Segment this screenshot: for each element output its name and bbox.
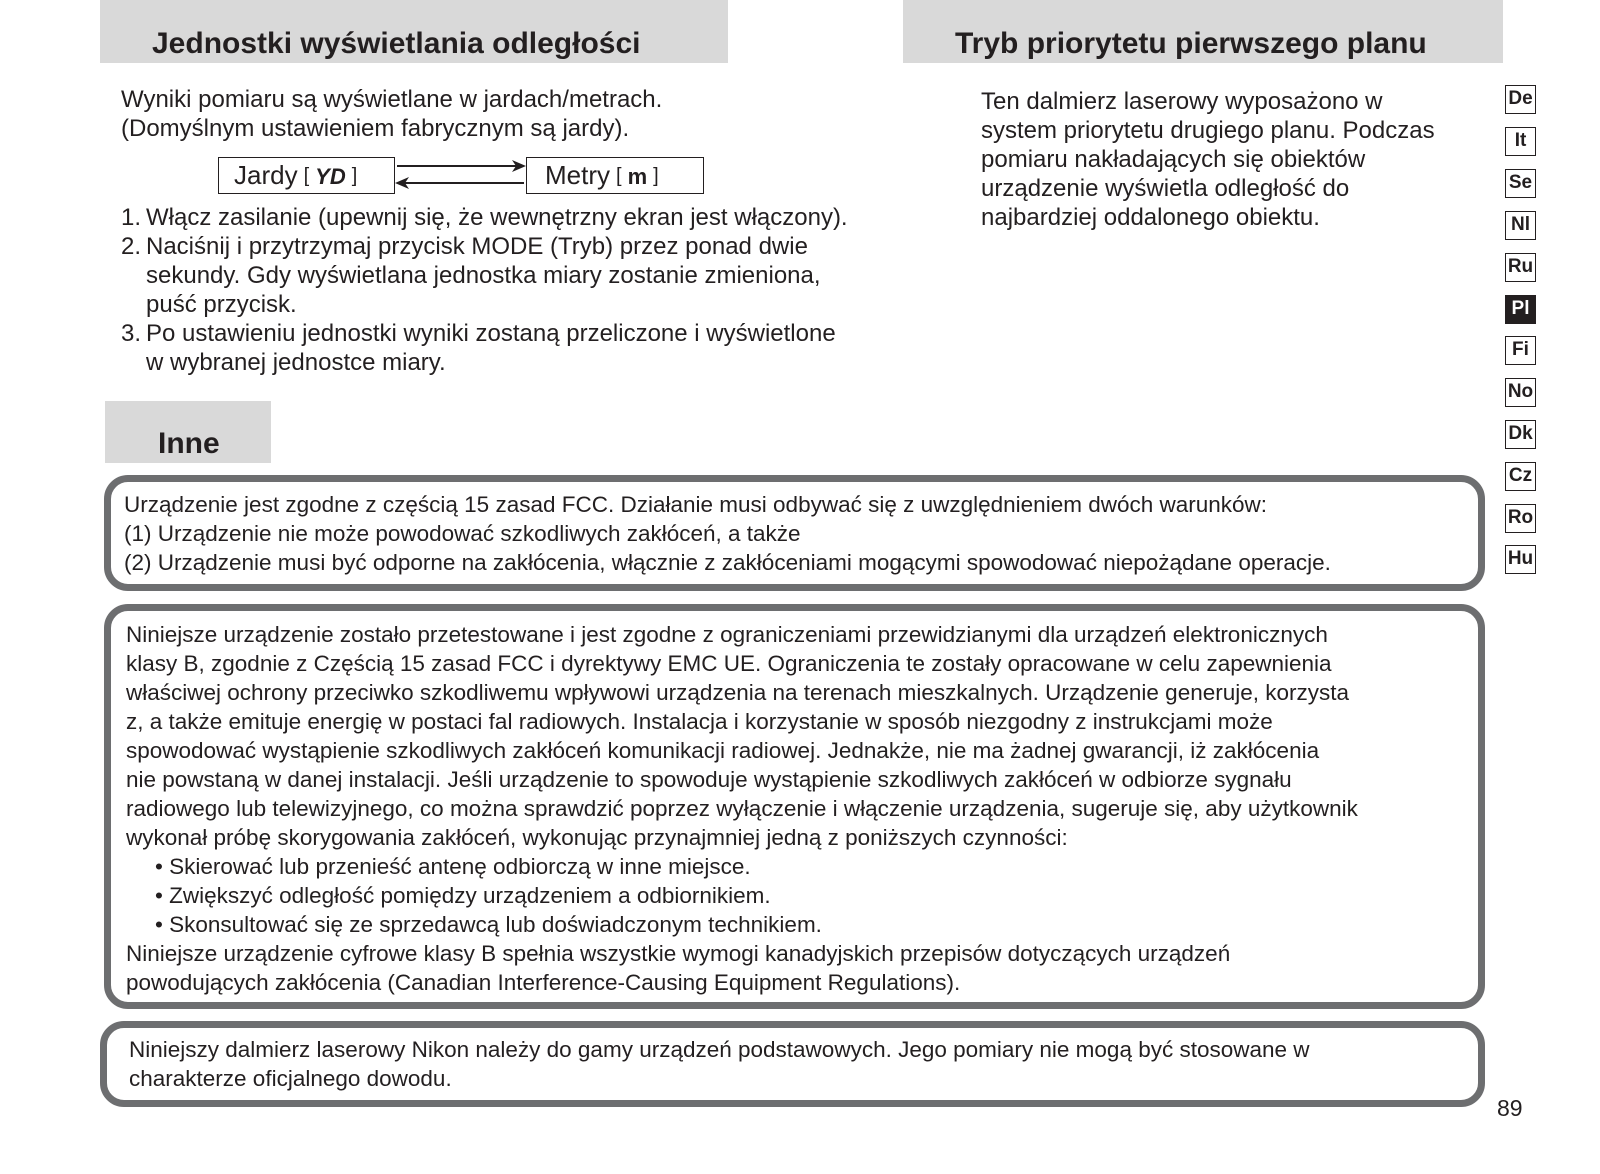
classb-bullet-item: • Skierować lub przenieść antenę odbiorczą w inne miejsce. bbox=[155, 854, 751, 879]
language-tab-pl[interactable]: Pl bbox=[1505, 295, 1536, 324]
step-number: 2. bbox=[121, 233, 142, 260]
foreground-body-line: system priorytetu drugiego planu. Podczas bbox=[981, 117, 1435, 144]
nikon-line: Niniejszy dalmierz laserowy Nikon należy do gamy urządzeń podstawowych. Jego pomiary nie mogą być stosowane w bbox=[129, 1037, 1310, 1062]
classb-notice-text bbox=[126, 620, 1358, 997]
units-steps-list bbox=[121, 203, 848, 377]
unit-meters-label: Metry bbox=[545, 160, 610, 190]
step-item bbox=[121, 203, 848, 232]
bracket-close: ] bbox=[653, 165, 659, 187]
fcc-line: (1) Urządzenie nie może powodować szkodliwych zakłóceń, a także bbox=[124, 521, 801, 546]
classb-bullet-item: • Skonsultować się ze sprzedawcą lub doświadczonym technikiem. bbox=[155, 912, 822, 937]
unit-switch-arrows-icon bbox=[395, 157, 526, 194]
language-tab-it[interactable]: It bbox=[1505, 127, 1536, 156]
other-section-header bbox=[105, 401, 271, 463]
language-tab-no[interactable]: No bbox=[1505, 378, 1536, 407]
classb-line: wykonał próbę skorygowania zakłóceń, wykonując przynajmniej jedną z poniższych czynności: bbox=[126, 825, 1068, 850]
units-section-header bbox=[100, 0, 728, 63]
classb-line: powodujących zakłócenia (Canadian Interference-Causing Equipment Regulations). bbox=[126, 970, 961, 995]
language-tab-ro[interactable]: Ro bbox=[1505, 504, 1536, 533]
unit-yards-code: YD bbox=[315, 164, 346, 189]
unit-meters-code: m bbox=[627, 164, 648, 189]
step-line: sekundy. Gdy wyświetlana jednostka miary zostanie zmieniona, bbox=[146, 262, 821, 289]
unit-yards-label: Jardy bbox=[234, 160, 298, 190]
nikon-notice-text bbox=[129, 1035, 1310, 1093]
other-section-title: Inne bbox=[158, 427, 220, 460]
classb-line: spowodować wystąpienie szkodliwych zakłóceń komunikacji radiowej. Jednakże, nie ma żadnej gwarancji, iż zakłócenia bbox=[126, 738, 1320, 763]
fcc-notice-text bbox=[124, 490, 1331, 577]
units-intro-line: Wyniki pomiaru są wyświetlane w jardach/metrach. bbox=[121, 86, 663, 113]
step-line: Naciśnij i przytrzymaj przycisk MODE (Tryb) przez ponad dwie bbox=[146, 233, 808, 260]
classb-line: klasy B, zgodnie z Częścią 15 zasad FCC i dyrektywy EMC UE. Ograniczenia te zostały opracowane w celu zapewnienia bbox=[126, 651, 1332, 676]
language-tab-ru[interactable]: Ru bbox=[1505, 253, 1536, 282]
classb-line: nie powstaną w danej instalacji. Jeśli urządzenie to spowoduje wystąpienie szkodliwych zakłóceń w odbiorze sygnału bbox=[126, 767, 1292, 792]
fcc-line: Urządzenie jest zgodne z częścią 15 zasad FCC. Działanie musi odbywać się z uwzględnieniem dwóch warunków: bbox=[124, 492, 1268, 517]
step-line: puść przycisk. bbox=[146, 291, 297, 318]
language-tab-fi[interactable]: Fi bbox=[1505, 336, 1536, 365]
classb-line: właściwej ochrony przeciwko szkodliwemu wpływowi urządzenia na terenach mieszkalnych. Urządzenie generuje, korzysta bbox=[126, 680, 1350, 705]
bracket-open: [ bbox=[616, 165, 622, 187]
step-number: 1. bbox=[121, 204, 142, 231]
foreground-body-line: Ten dalmierz laserowy wyposażono w bbox=[981, 88, 1383, 115]
fcc-line: (2) Urządzenie musi być odporne na zakłócenia, włącznie z zakłóceniami mogącymi spowodować niepożądane operacje. bbox=[124, 550, 1331, 575]
language-tab-dk[interactable]: Dk bbox=[1505, 420, 1536, 449]
classb-line: Niniejsze urządzenie cyfrowe klasy B spełnia wszystkie wymogi kanadyjskich przepisów dotyczących urządzeń bbox=[126, 941, 1231, 966]
foreground-body-line: pomiaru nakładających się obiektów bbox=[981, 146, 1366, 173]
foreground-body-line: urządzenie wyświetla odległość do bbox=[981, 175, 1350, 202]
units-section-title: Jednostki wyświetlania odległości bbox=[152, 27, 641, 60]
step-number: 3. bbox=[121, 320, 142, 347]
step-line: Po ustawieniu jednostki wyniki zostaną przeliczone i wyświetlone bbox=[146, 320, 836, 347]
foreground-section-header bbox=[903, 0, 1503, 63]
foreground-section-title: Tryb priorytetu pierwszego planu bbox=[955, 27, 1427, 60]
nikon-line: charakterze oficjalnego dowodu. bbox=[129, 1066, 452, 1091]
step-line: Włącz zasilanie (upewnij się, że wewnętrzny ekran jest włączony). bbox=[146, 204, 848, 231]
page-number: 89 bbox=[1497, 1095, 1523, 1121]
language-tab-se[interactable]: Se bbox=[1505, 169, 1536, 198]
unit-meters-box bbox=[526, 157, 704, 194]
bracket-open: [ bbox=[303, 165, 310, 187]
step-item bbox=[121, 232, 848, 319]
units-intro-line: (Domyślnym ustawieniem fabrycznym są jardy). bbox=[121, 115, 630, 142]
language-tab-nl[interactable]: Nl bbox=[1505, 211, 1536, 240]
unit-yards-box bbox=[218, 157, 395, 194]
step-item bbox=[121, 319, 848, 377]
classb-line: radiowego lub telewizyjnego, co można sprawdzić poprzez wyłączenie i włączenie urządzenia, sugeruje się, aby użytkownik bbox=[126, 796, 1358, 821]
bracket-close: ] bbox=[351, 165, 358, 187]
language-tab-cz[interactable]: Cz bbox=[1505, 462, 1536, 491]
language-tab-hu[interactable]: Hu bbox=[1505, 545, 1536, 574]
foreground-body-line: najbardziej oddalonego obiektu. bbox=[981, 204, 1320, 231]
foreground-section-body bbox=[981, 87, 1435, 232]
step-line: w wybranej jednostce miary. bbox=[146, 349, 446, 376]
classb-line: z, a także emituje energię w postaci fal radiowych. Instalacja i korzystanie w sposób niezgodny z instrukcjami może bbox=[126, 709, 1273, 734]
classb-line: Niniejsze urządzenie zostało przetestowane i jest zgodne z ograniczeniami przewidzianymi dla urządzeń elektronicznych bbox=[126, 622, 1328, 647]
language-tab-de[interactable]: De bbox=[1505, 85, 1536, 114]
units-intro bbox=[121, 85, 662, 143]
classb-bullet-item: • Zwiększyć odległość pomiędzy urządzeniem a odbiornikiem. bbox=[155, 883, 771, 908]
